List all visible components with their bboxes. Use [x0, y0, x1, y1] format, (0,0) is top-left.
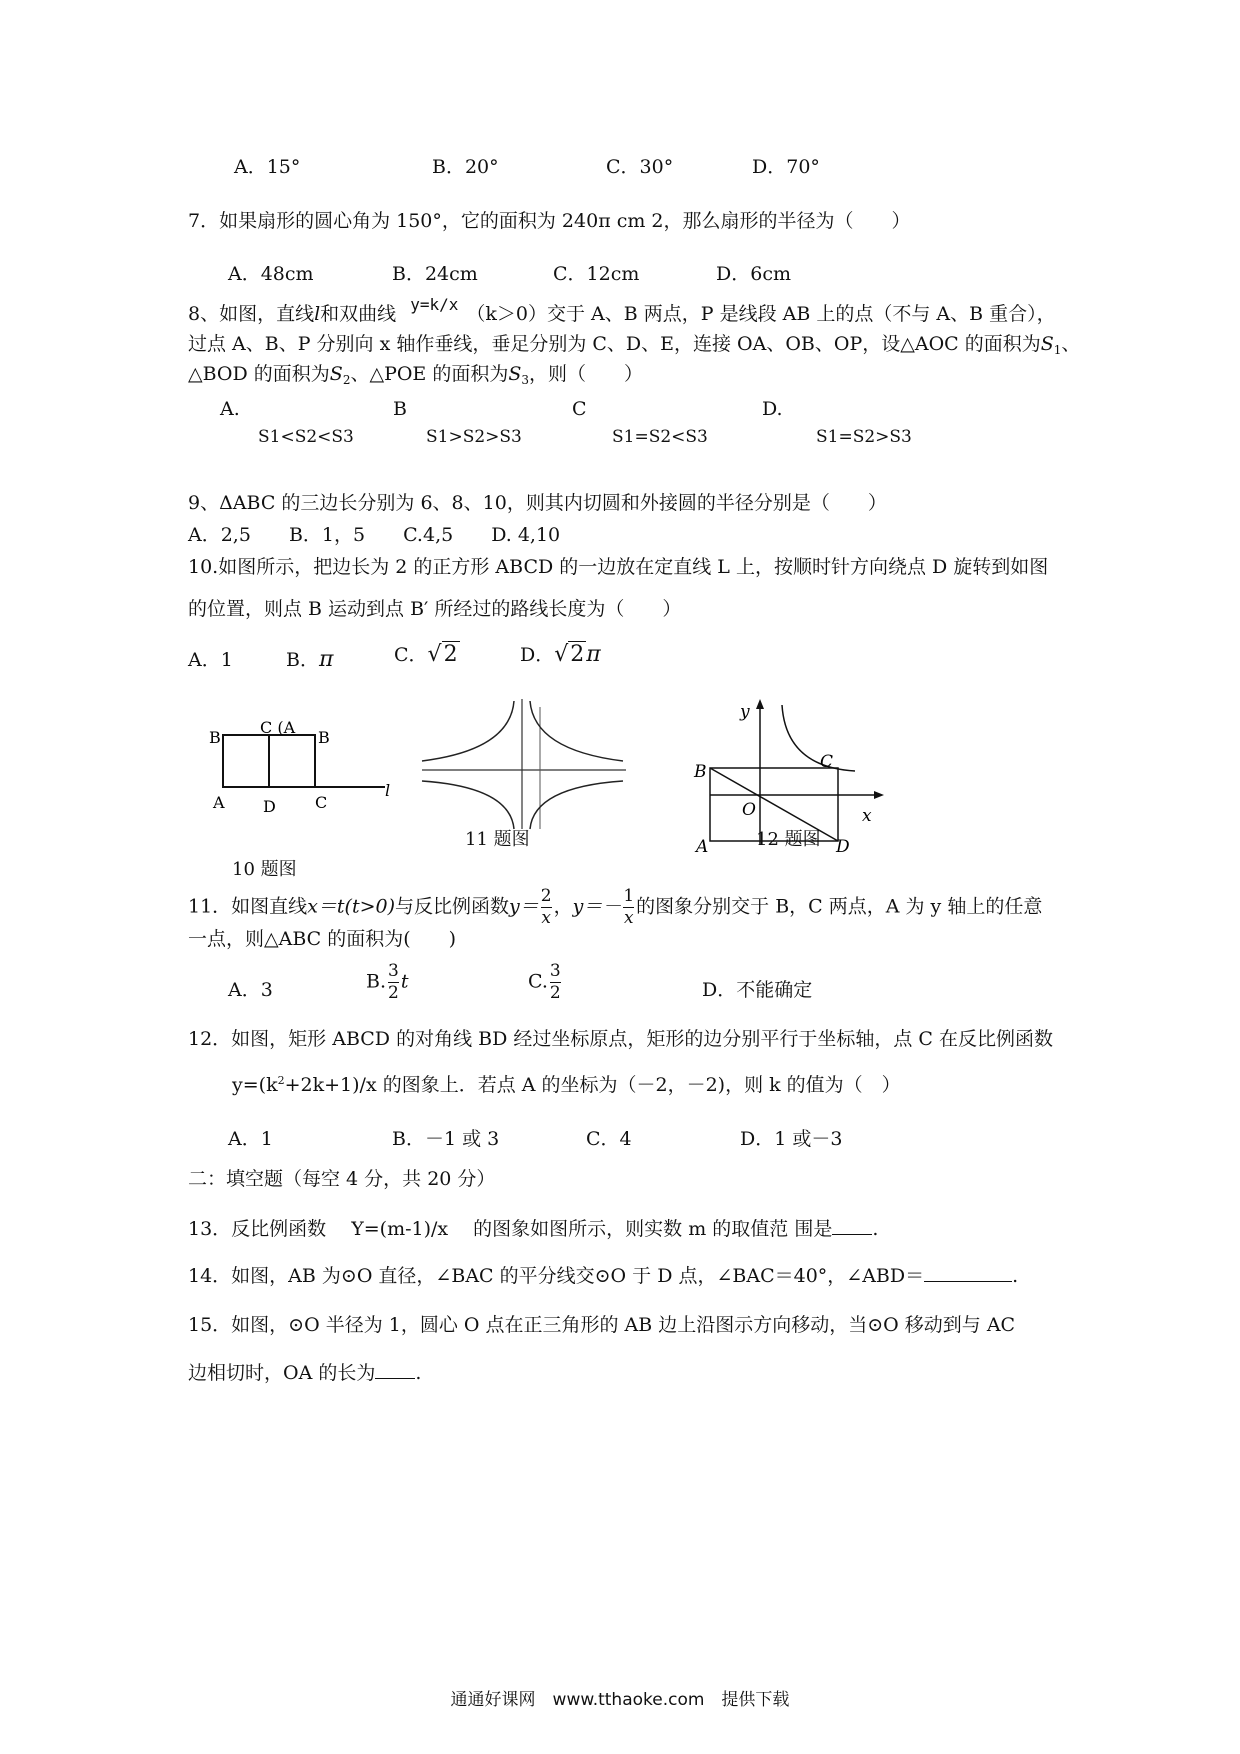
q8-line-l: l [314, 303, 321, 325]
fig10-label-c-top: C (A [260, 718, 296, 737]
q8-text: 、△POE 的面积为 [350, 363, 509, 385]
q11-f1-num: 2 [540, 886, 552, 906]
q15-line2 [188, 1362, 421, 1385]
fig10-label-b-right: B [318, 728, 330, 747]
q8-label-b: B [393, 398, 407, 420]
q10-option-b-label: B． [286, 649, 319, 671]
fig12-label-d: D [836, 837, 850, 855]
q8-text: ，则（ ） [529, 363, 644, 385]
q15-text: 边相切时，OA 的长为 [188, 1362, 376, 1384]
fig10-label-c: C [315, 793, 328, 812]
q10-option-a: A．1 [188, 649, 233, 671]
q8-text: 和双曲线 [320, 303, 397, 325]
q11-text: ， [553, 895, 573, 918]
q13-text: 13．反比例函数 Y=(m-1)/x 的图象如图所示，则实数 m 的取值范 围是 [188, 1218, 833, 1240]
q7-option-b: B．24cm [392, 263, 478, 285]
q9-stem: 9、ΔABC 的三边长分别为 6、8、10，则其内切圆和外接圆的半径分别是（ ） [188, 492, 887, 514]
q10-option-c: C．√2 [394, 642, 458, 667]
q12-option-c: C．4 [586, 1128, 632, 1150]
fig12-label-a: A [696, 837, 709, 855]
q8-option-a: S1<S2<S3 [258, 427, 354, 447]
page-footer: 通通好课网 www.tthaoke.com 提供下载 [450, 1690, 790, 1710]
q8-condition: （k＞0）交于 A、B 两点，P 是线段 AB 上的点（不与 A、B 重合）， [466, 303, 1056, 325]
q8-s3: S [508, 363, 522, 385]
q12-option-b: B．－1 或 3 [392, 1128, 500, 1150]
q11-option-c [528, 963, 563, 1002]
q10-option-c-value: 2 [443, 642, 458, 667]
q12-exponent: 2 [277, 1074, 285, 1087]
q12-text: y=(k [232, 1074, 278, 1096]
q11-option-b-label: B. [366, 970, 387, 993]
fig12-label-b: B [694, 762, 707, 782]
q7-stem: 7．如果扇形的圆心角为 150°，它的面积为 240π cm 2，那么扇形的半径为（ ） [188, 210, 911, 232]
q13 [188, 1218, 878, 1241]
q10-option-d: D．√2π [520, 642, 601, 667]
q8-option-c: S1=S2<S3 [612, 427, 708, 447]
q14-blank [924, 1281, 1012, 1282]
q11-c-num: 3 [549, 961, 561, 981]
fig10-label-b-left: B [209, 728, 221, 747]
q10-option-c-label: C． [394, 644, 428, 666]
q11-f1-den: x [541, 908, 551, 928]
q8-line3: △BOD 的面积为$S_2$、△POE 的面积为$S_3$，则（ ） [188, 363, 644, 387]
q6-option-d: D．70° [752, 156, 820, 178]
q8-option-d: S1=S2>S3 [816, 427, 912, 447]
q11-b-num: 3 [388, 961, 399, 981]
q13-blank [832, 1234, 872, 1235]
fig12-label-y: y [740, 702, 750, 722]
q11-c-den: 2 [549, 983, 561, 1003]
q11-option-c-label: C. [528, 970, 548, 993]
q11-text: 与反比例函数 [395, 895, 510, 918]
q8-option-b: S1>S2>S3 [426, 427, 522, 447]
fig12-label-o: O [742, 800, 756, 820]
q14-text: 14．如图，AB 为⊙O 直径，∠BAC 的平分线交⊙O 于 D 点，∠BAC＝40°，∠ABD＝ [188, 1265, 925, 1287]
q8-label-d: D. [762, 398, 783, 420]
q11-option-a: A．3 [228, 979, 273, 1001]
q15-end: . [415, 1362, 422, 1384]
q14 [188, 1265, 1018, 1288]
q8-line1 [188, 295, 1056, 326]
q11-f2-num: 1 [623, 886, 635, 906]
q8-s1: S [1040, 333, 1054, 355]
q11-line-expr: x＝t(t>0) [307, 895, 396, 918]
section-2-heading: 二：填空题（每空 4 分，共 20 分） [188, 1168, 496, 1190]
q11-b-den: 2 [388, 983, 399, 1003]
q11-line1 [188, 888, 1042, 927]
q11-option-b [366, 963, 408, 1002]
figure-11 [418, 695, 628, 834]
fig10-label-d: D [263, 797, 276, 816]
q10-line2: 的位置，则点 B 运动到点 B′ 所经过的路线长度为（ ） [188, 598, 682, 620]
q13-end: . [872, 1218, 879, 1240]
q7-option-c: C．12cm [553, 263, 640, 285]
fig10-label-l: l [385, 781, 391, 800]
fig10-caption: 10 题图 [232, 859, 297, 880]
q10-option-b [286, 645, 333, 672]
fig12-label-x: x [862, 806, 872, 826]
q11-text: 的图象分别交于 B，C 两点，A 为 y 轴上的任意 [636, 895, 1043, 918]
q8-text: 、 [1061, 333, 1081, 355]
q6-option-a: A．15° [234, 156, 301, 178]
q8-label-c: C [572, 398, 587, 420]
q8-label-a: A. [220, 398, 240, 420]
q8-line2: 过点 A、B、P 分别向 x 轴作垂线，垂足分别为 C、D、E，连接 OA、OB、OP，设△AOC 的面积为$S_1$、 [188, 333, 1081, 357]
fig10-label-a: A [213, 793, 225, 812]
q11-f2-den: x [623, 908, 634, 928]
q7-option-d: D．6cm [716, 263, 791, 285]
q15-line1: 15．如图，⊙O 半径为 1，圆心 O 点在正三角形的 AB 边上沿图示方向移动，当⊙O 移动到与 AC [188, 1314, 1016, 1336]
q7-option-a: A．48cm [228, 263, 314, 285]
q6-option-b: B．20° [432, 156, 499, 178]
q10-option-b-value: π [318, 647, 334, 672]
q8-text: 8、如图，直线 [188, 303, 315, 325]
q9-options: A．2,5 B．1，5 C.4,5 D. 4,10 [188, 524, 561, 546]
q14-end: . [1012, 1265, 1019, 1287]
q11-y: y＝ [509, 895, 539, 918]
q12-line1: 12．如图，矩形 ABCD 的对角线 BD 经过坐标原点，矩形的边分别平行于坐标轴，点 C 在反比例函数 [188, 1028, 1053, 1050]
q10-option-d-label: D． [520, 644, 555, 666]
q6-option-c: C．30° [606, 156, 674, 178]
fig11-caption: 11 题图 [465, 829, 530, 850]
q12-option-d: D．1 或－3 [740, 1128, 843, 1150]
fig12-caption: 12 题图 [756, 829, 821, 850]
q8-text: △BOD 的面积为 [188, 363, 330, 385]
q11-b-t: t [400, 970, 409, 993]
q8-s2: S [329, 363, 343, 385]
q8-text: 过点 A、B、P 分别向 x 轴作垂线，垂足分别为 C、D、E，连接 OA、OB、OP，设△AOC 的面积为 [188, 333, 1041, 355]
q11-y2: y＝－ [572, 895, 622, 918]
q11-line2: 一点，则△ABC 的面积为( ) [188, 928, 457, 950]
q11-option-d: D．不能确定 [702, 979, 813, 1001]
q12-option-a: A．1 [228, 1128, 273, 1150]
q10-option-d-pi: π [586, 642, 601, 667]
fig12-label-c: C [820, 752, 834, 772]
q10-option-d-value: 2 [570, 642, 585, 667]
q15-blank [375, 1378, 415, 1379]
q11-text: 11．如图直线 [188, 895, 308, 918]
q8-function: y=k/x [410, 295, 459, 314]
q10-line1: 10.如图所示，把边长为 2 的正方形 ABCD 的一边放在定直线 L 上，按顺时针方向绕点 D 旋转到如图 [188, 556, 1049, 578]
q12-text: +2k+1)/x 的图象上．若点 A 的坐标为（－2，－2)，则 k 的值为（ ） [284, 1074, 901, 1096]
q12-line2 [232, 1074, 901, 1097]
